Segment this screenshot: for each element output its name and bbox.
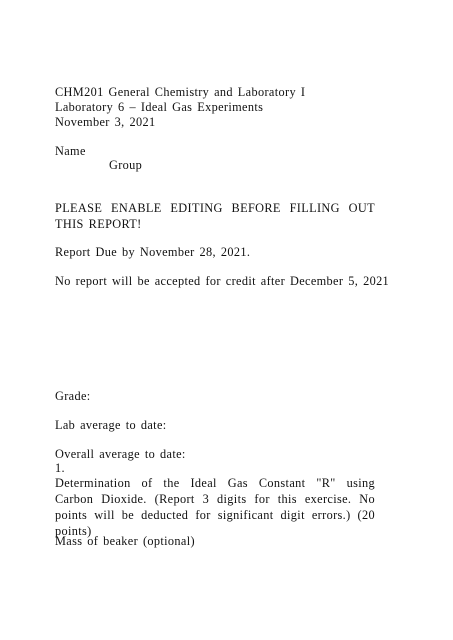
overall-average-label: Overall average to date: [55, 447, 186, 461]
group-label: Group [109, 158, 143, 172]
lab-average-label: Lab average to date: [55, 418, 167, 432]
enable-editing-notice: PLEASE ENABLE EDITING BEFORE FILLING OUT THIS REPORT! [55, 201, 375, 231]
name-label: Name [55, 144, 86, 158]
report-due-notice: Report Due by November 28, 2021. [55, 245, 251, 259]
lab-title: Laboratory 6 – Ideal Gas Experiments [55, 100, 264, 114]
course-title: CHM201 General Chemistry and Laboratory I [55, 85, 306, 99]
section-description: Determination of the Ideal Gas Constant "R" using Carbon Dioxide. (Report 3 digits for this exercise. No points will be deducted for significant digit errors.) (20 points) [55, 476, 375, 538]
lab-date: November 3, 2021 [55, 115, 156, 129]
grade-label: Grade: [55, 389, 91, 403]
no-report-notice: No report will be accepted for credit after December 5, 2021 [55, 274, 390, 288]
section-number: 1. [55, 461, 65, 475]
mass-of-beaker-label: Mass of beaker (optional) [55, 534, 195, 548]
